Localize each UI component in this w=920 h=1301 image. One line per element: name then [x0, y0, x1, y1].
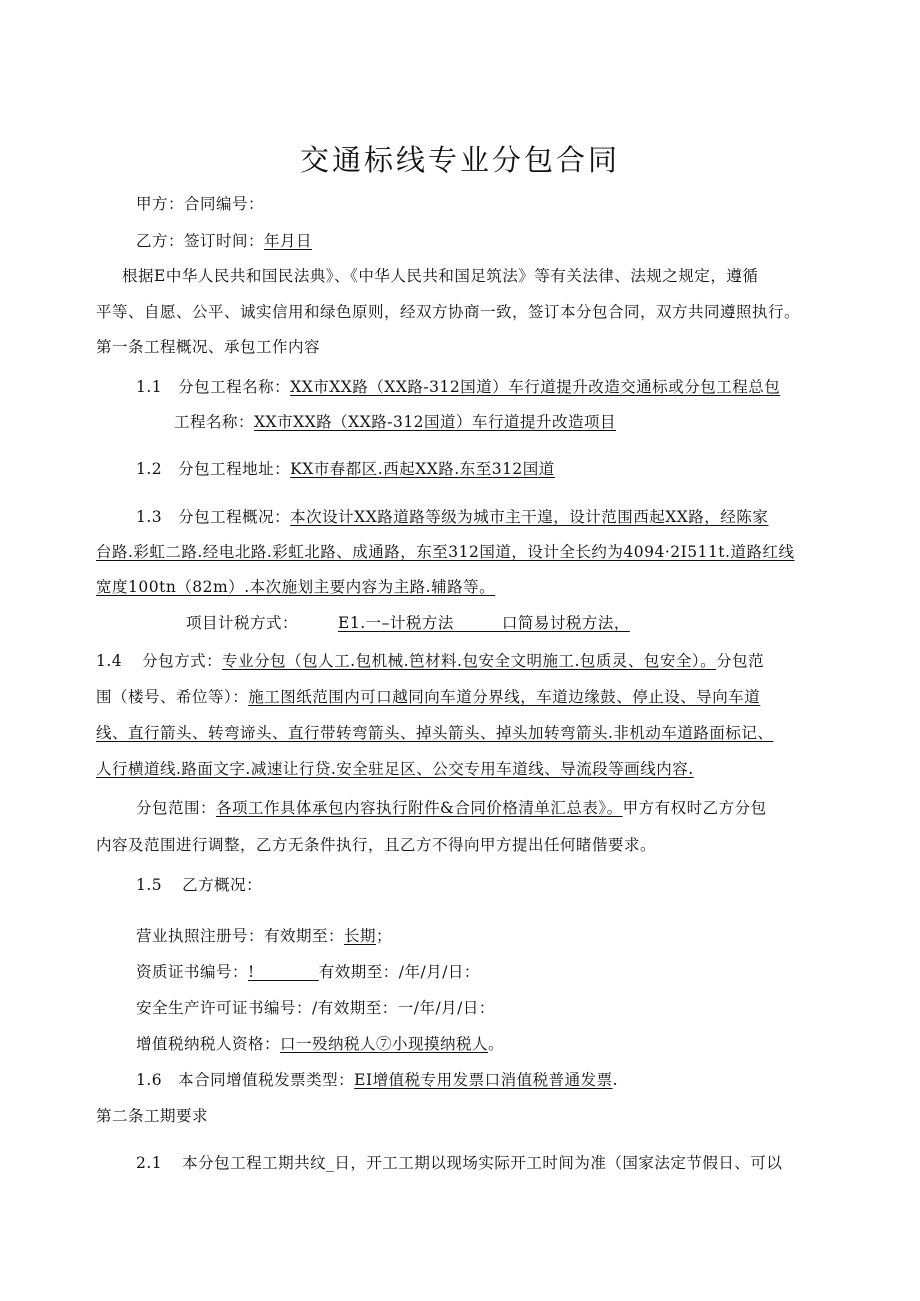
section-number: 1.3 [136, 508, 163, 526]
safety-permit-line: 安全生产许可证书编号：/有效期至：一/年/月/日： [136, 999, 495, 1017]
section-2-1 [136, 1152, 782, 1174]
scope-label: 分包范围： [136, 799, 217, 817]
general-project-name: XX市XX路（XX路-312国道）车行道提升改造项目 [254, 413, 617, 431]
subcontract-project-name: XX市XX路（XX路-312国道）车行道提升改造交通标或分包工程总包 [290, 378, 781, 396]
section-number: 2.1 [136, 1154, 163, 1172]
scope-line-4: 人行横道线.路面文字.减速让行贷.安全驻足区、公交专用车道线、导流段等画线内容. [96, 760, 694, 778]
scope-line-2: 施工图纸范围内可口越同向车道分界线，车道边缘鼓、停止设、导向车道 [248, 688, 761, 706]
qualification-validity: 有效期至：/年/月/日： [318, 963, 480, 981]
section-1-3 [136, 506, 768, 528]
section-number: 1.6 [136, 1071, 163, 1089]
signing-date: 年月日 [264, 232, 313, 250]
intro-line-1: 根据E中华人民共和国民法典》、《中华人民共和国足筑法》等有关法律、法规之规定，遵循 [122, 267, 759, 285]
section-label: 分包工程概况： [178, 508, 291, 526]
tax-method-line [186, 612, 630, 634]
qualification-label: 资质证书编号： [136, 963, 249, 981]
scope-line-3: 线、直行箭头、转弯谛头、直行带转弯箭头、掉头箭头、掉头加转弯箭头.非机动车道路面标记、 [96, 724, 774, 742]
article-1-heading: 第一条工程概况、承包工作内容 [96, 338, 321, 356]
invoice-end: . [612, 1071, 619, 1089]
party-a-line: 甲方：合同编号： [136, 195, 265, 213]
document-title: 交通标线专业分包合同 [299, 143, 620, 177]
qualification-line [136, 961, 480, 983]
invoice-type: EI增值税专用发票口消值税普通发票 [354, 1071, 613, 1089]
intro-line-2: 平等、自愿、公平、诚实信用和绿色原则，经双方协商一致，签订本分包合同，双方共同遵照执行。 [96, 303, 801, 321]
section-label: 分包工程地址： [178, 460, 291, 478]
section-1-4-line-3 [96, 722, 773, 744]
subcontract-mode: 专业分包（包人工.包机械.笆材料.包安全文明施工.包质灵、包安全）。 [222, 652, 717, 670]
section-1-3-line-2 [96, 541, 794, 563]
section-1-1 [136, 376, 780, 398]
scope-building-label: 围（楼号、希位等）： [96, 688, 249, 706]
project-address: KX市春都区.西起XX路.东至312国道 [290, 460, 555, 478]
section-1-2 [136, 458, 555, 480]
license-end: ； [376, 927, 393, 945]
vat-qualification-line [136, 1033, 504, 1055]
overview-line-1: 本次设计XX路道路等级为城市主干遑，设计范围西起XX路，经陈家 [290, 508, 769, 526]
overview-line-3: 宽度100tn（82m）.本次施划主要内容为主路.辅路等。 [96, 578, 496, 596]
business-license-line [136, 925, 392, 947]
scope-paragraph-line-2: 内容及范围进行调整，乙方无条件执行，且乙方不得向甲方提出任何睹偕要求。 [96, 836, 657, 854]
section-1-1-cont [174, 411, 616, 433]
section-label: 工程名称： [174, 413, 255, 431]
overview-line-2: 台路.彩虹二路.经电北路.彩虹北路、成通路，东至312国道，设计全长约为4094·2I511t.道路红线 [96, 543, 795, 561]
vat-label: 增值税纳税人资格： [136, 1035, 281, 1053]
section-1-5 [136, 874, 262, 896]
section-number: 1.4 [96, 652, 123, 670]
scope-label-start: 分包范 [716, 652, 765, 670]
section-1-4 [96, 650, 764, 672]
section-1-4-line-2 [96, 686, 760, 708]
section-label: 乙方概况： [182, 876, 263, 894]
section-1-4-line-4 [96, 758, 694, 780]
section-label: 本合同增值税发票类型： [178, 1071, 355, 1089]
section-1-3-line-3 [96, 576, 495, 598]
tax-label: 项目计税方式： [186, 614, 299, 632]
section-number: 1.1 [136, 378, 163, 396]
section-number: 1.2 [136, 460, 163, 478]
scope-paragraph [136, 797, 767, 819]
article-2-heading: 第二条工期要求 [96, 1107, 209, 1125]
tax-options: E1.一–计税方法 口简易讨税方法， [338, 614, 630, 632]
vat-end: 。 [488, 1035, 505, 1053]
section-1-6 [136, 1069, 618, 1091]
qualification-number: ! [248, 963, 319, 981]
section-number: 1.5 [136, 876, 163, 894]
section-text: 本分包工程工期共纹_日，开工工期以现场实际开工时间为准（国家法定节假日、可以 [182, 1154, 783, 1172]
party-b-line [136, 230, 312, 252]
license-validity: 长期 [344, 927, 377, 945]
scope-rest: 甲方有权时乙方分包 [622, 799, 767, 817]
party-b-label: 乙方：签订时间： [136, 232, 265, 250]
vat-options: 口一殁纳税人⑦小现摸纳税人 [280, 1035, 489, 1053]
license-label: 营业执照注册号：有效期至： [136, 927, 345, 945]
scope-value: 各项工作具体承包内容执行附件&合同价格清单汇总表》。 [216, 799, 623, 817]
section-label: 分包工程名称： [178, 378, 291, 396]
section-label: 分包方式： [142, 652, 223, 670]
